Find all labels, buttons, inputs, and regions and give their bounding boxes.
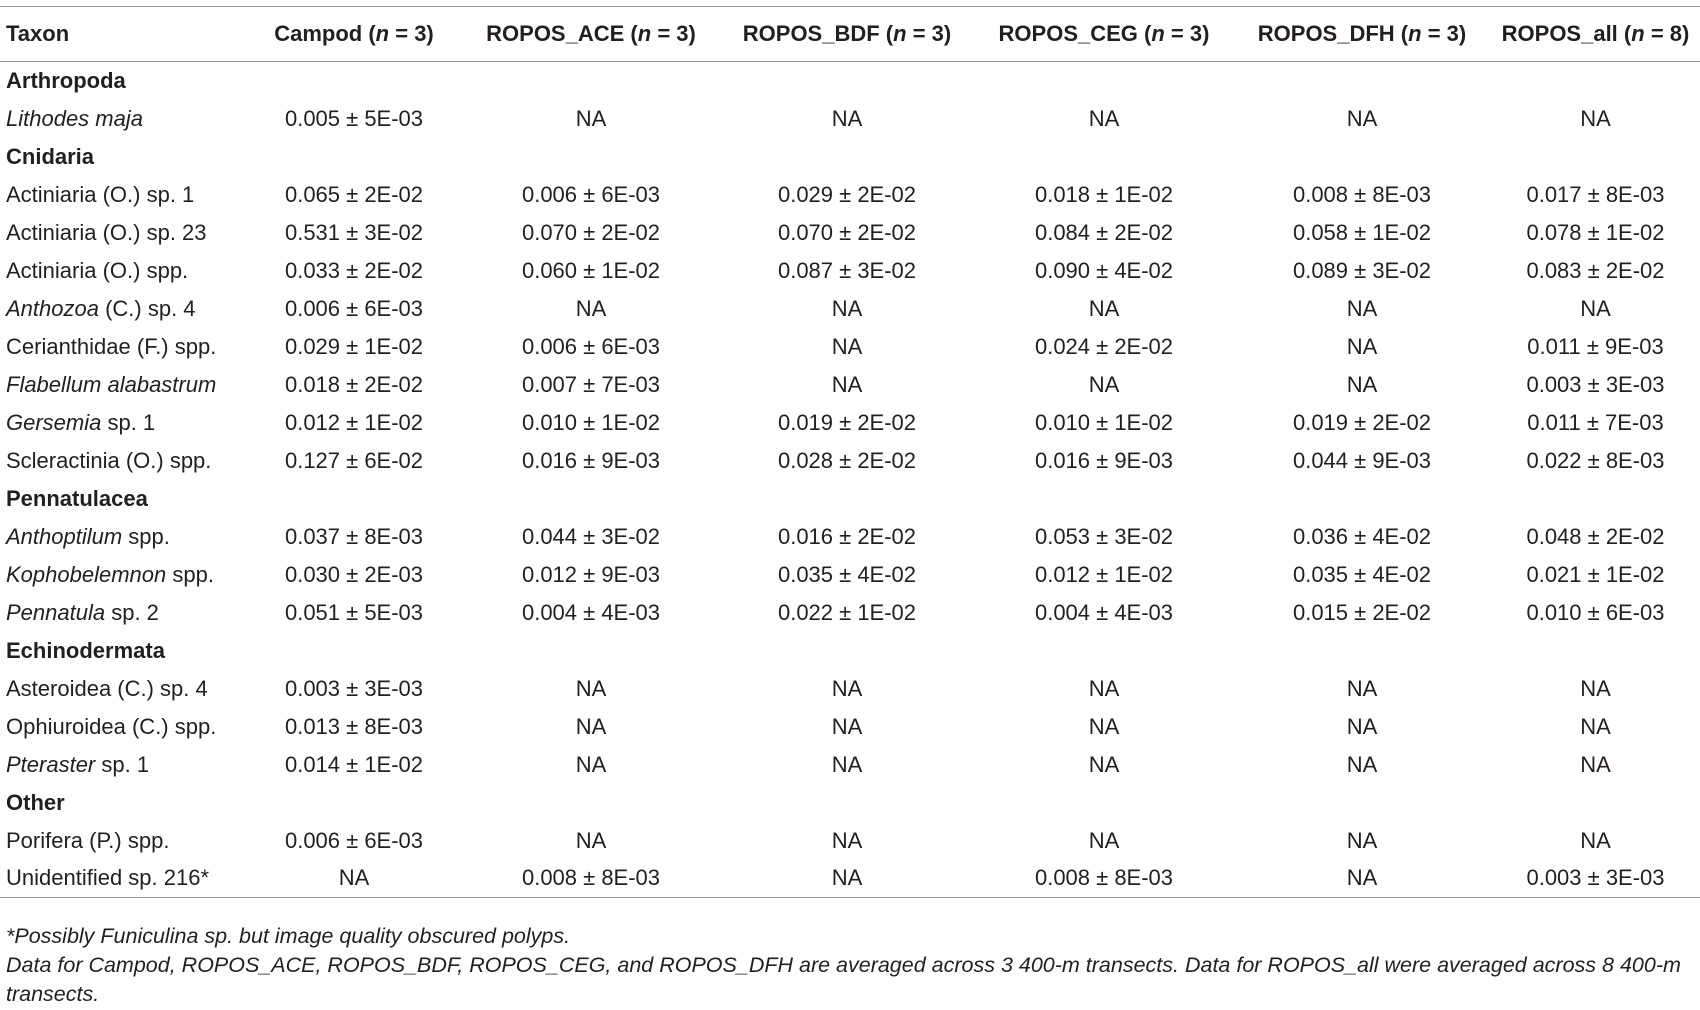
header-n-suffix: = 3) bbox=[906, 21, 952, 46]
value-cell: NA bbox=[831, 371, 863, 397]
taxon-cell bbox=[0, 366, 245, 404]
value-cell: 0.008 ± 8E-03 bbox=[463, 860, 719, 898]
value-cell: 0.021 ± 1E-02 bbox=[1526, 561, 1665, 587]
taxon-cell bbox=[0, 176, 245, 214]
group-label: Cnidaria bbox=[6, 143, 95, 169]
value-cell: NA bbox=[1580, 713, 1611, 739]
table-row bbox=[0, 100, 1700, 138]
header-label: ROPOS_all bbox=[1501, 21, 1618, 46]
value-cell: 0.008 ± 8E-03 bbox=[1292, 181, 1432, 207]
value-cell: NA bbox=[1346, 105, 1378, 131]
value-cell: 0.010 ± 1E-02 bbox=[521, 409, 661, 435]
table-row bbox=[0, 290, 1700, 328]
value-cell: NA bbox=[575, 827, 607, 853]
group-row bbox=[0, 62, 1700, 100]
taxon-name-part: Asteroidea (C.) sp. 4 bbox=[6, 675, 208, 701]
table-row bbox=[0, 860, 1700, 898]
value-cell: 0.531 ± 3E-02 bbox=[284, 219, 424, 245]
value-cell: 0.070 ± 2E-02 bbox=[521, 219, 661, 245]
header-label: ROPOS_DFH bbox=[1257, 21, 1395, 46]
value-cell: 0.010 ± 6E-03 bbox=[1526, 599, 1665, 625]
taxon-cell bbox=[0, 556, 245, 594]
value-cell: NA bbox=[1346, 751, 1378, 777]
taxon-cell bbox=[0, 100, 245, 138]
table-body bbox=[0, 62, 1700, 898]
value-cell: 0.006 ± 6E-03 bbox=[284, 295, 424, 321]
header-n-suffix: = 3) bbox=[1421, 21, 1467, 46]
value-cell: NA bbox=[1346, 713, 1378, 739]
value-cell: NA bbox=[575, 295, 607, 321]
taxon-name-part: Porifera (P.) spp. bbox=[6, 827, 170, 853]
header-n-variable: n bbox=[1151, 21, 1165, 46]
value-cell: 0.037 ± 8E-03 bbox=[284, 523, 424, 549]
value-cell: 0.010 ± 1E-02 bbox=[1034, 409, 1174, 435]
value-cell: 0.006 ± 6E-03 bbox=[521, 181, 661, 207]
value-cell: NA bbox=[1580, 105, 1611, 131]
taxon-cell bbox=[0, 328, 245, 366]
value-cell: 0.053 ± 3E-02 bbox=[1034, 523, 1174, 549]
value-cell: 0.019 ± 2E-02 bbox=[1292, 409, 1432, 435]
taxon-cell bbox=[0, 518, 245, 556]
table-notes bbox=[6, 922, 1694, 1009]
header-ropos-ace bbox=[463, 7, 719, 62]
value-cell: NA bbox=[1346, 295, 1378, 321]
value-cell: 0.127 ± 6E-02 bbox=[284, 447, 424, 473]
taxon-name-part: Ophiuroidea (C.) spp. bbox=[6, 713, 217, 739]
value-cell: NA bbox=[1088, 675, 1120, 701]
value-cell: NA bbox=[1088, 295, 1120, 321]
header-n-variable: n bbox=[1408, 21, 1422, 46]
header-n-prefix: ( bbox=[1394, 21, 1409, 46]
header-taxon: Taxon bbox=[0, 7, 245, 62]
value-cell: NA bbox=[1580, 295, 1611, 321]
value-cell: NA bbox=[1088, 713, 1120, 739]
header-n-prefix: ( bbox=[1137, 21, 1152, 46]
taxon-cell bbox=[0, 252, 245, 290]
taxon-name-part: Gersemia bbox=[6, 409, 102, 435]
table-row bbox=[0, 366, 1700, 404]
taxon-name-part: (C.) sp. 4 bbox=[98, 295, 196, 321]
data-note: Data for Campod, ROPOS_ACE, ROPOS_BDF, ROPOS_CEG, and ROPOS_DFH are averaged across 3 400-m transects. Data for ROPOS_all were averaged across 8 400-m transects. bbox=[6, 953, 1681, 1006]
taxon-cell bbox=[0, 822, 245, 860]
table-row bbox=[0, 328, 1700, 366]
header-n-variable: n bbox=[375, 21, 390, 46]
value-cell: 0.012 ± 1E-02 bbox=[1034, 561, 1174, 587]
value-cell: NA bbox=[1088, 105, 1120, 131]
taxon-cell bbox=[0, 746, 245, 784]
value-cell: 0.078 ± 1E-02 bbox=[1526, 219, 1665, 245]
value-cell: NA bbox=[575, 105, 607, 131]
taxon-name-part: Pteraster bbox=[6, 751, 96, 777]
table-header-row bbox=[0, 7, 1700, 62]
header-ropos-dfh bbox=[1233, 7, 1491, 62]
taxon-cell bbox=[0, 860, 245, 898]
taxon-name-part: Anthoptilum bbox=[6, 523, 123, 549]
header-label: ROPOS_CEG bbox=[998, 21, 1138, 46]
value-cell: NA bbox=[575, 675, 607, 701]
taxon-name-part: Scleractinia (O.) spp. bbox=[6, 447, 212, 473]
header-n-suffix: = 3) bbox=[651, 21, 696, 46]
taxon-name-part: Actiniaria (O.) sp. 1 bbox=[6, 181, 195, 207]
value-cell: 0.044 ± 9E-03 bbox=[1292, 447, 1432, 473]
taxon-name-part: Pennatula bbox=[6, 599, 106, 625]
value-cell: 0.003 ± 3E-03 bbox=[1491, 860, 1700, 898]
header-n-variable: n bbox=[893, 21, 907, 46]
header-campod bbox=[245, 7, 463, 62]
value-cell: NA bbox=[1233, 860, 1491, 898]
header-n-variable: n bbox=[1631, 21, 1645, 46]
value-cell: NA bbox=[245, 860, 463, 898]
value-cell: 0.006 ± 6E-03 bbox=[284, 827, 424, 853]
taxon-name-part: Kophobelemnon bbox=[6, 561, 167, 587]
table-row bbox=[0, 556, 1700, 594]
taxon-cell bbox=[0, 708, 245, 746]
value-cell: 0.051 ± 5E-03 bbox=[284, 599, 424, 625]
value-cell: 0.065 ± 2E-02 bbox=[284, 181, 424, 207]
value-cell: NA bbox=[1580, 675, 1611, 701]
header-ropos-bdf bbox=[719, 7, 975, 62]
value-cell: NA bbox=[719, 860, 975, 898]
table-row bbox=[0, 404, 1700, 442]
taxon-cell bbox=[0, 594, 245, 632]
value-cell: 0.090 ± 4E-02 bbox=[1034, 257, 1174, 283]
value-cell: NA bbox=[1088, 827, 1120, 853]
header-ropos-all bbox=[1491, 7, 1700, 62]
value-cell: NA bbox=[831, 105, 863, 131]
taxon-name-part: Lithodes maja bbox=[6, 105, 143, 131]
value-cell: NA bbox=[1580, 827, 1611, 853]
group-label: Other bbox=[6, 789, 65, 815]
value-cell: 0.004 ± 4E-03 bbox=[1034, 599, 1174, 625]
group-row bbox=[0, 784, 1700, 822]
taxon-cell bbox=[0, 670, 245, 708]
value-cell: NA bbox=[1346, 675, 1378, 701]
taxon-cell bbox=[0, 214, 245, 252]
value-cell: NA bbox=[831, 333, 863, 359]
value-cell: 0.005 ± 5E-03 bbox=[284, 105, 424, 131]
value-cell: 0.016 ± 2E-02 bbox=[777, 523, 917, 549]
value-cell: 0.087 ± 3E-02 bbox=[777, 257, 917, 283]
taxon-cell bbox=[0, 290, 245, 328]
value-cell: 0.003 ± 3E-03 bbox=[1526, 371, 1665, 397]
value-cell: 0.070 ± 2E-02 bbox=[777, 219, 917, 245]
taxon-name-part: Actiniaria (O.) sp. 23 bbox=[6, 219, 207, 245]
value-cell: 0.015 ± 2E-02 bbox=[1292, 599, 1432, 625]
value-cell: NA bbox=[831, 827, 863, 853]
table-row bbox=[0, 214, 1700, 252]
group-row bbox=[0, 138, 1700, 176]
taxon-name-part: sp. 2 bbox=[105, 599, 159, 625]
value-cell: 0.060 ± 1E-02 bbox=[521, 257, 661, 283]
value-cell: NA bbox=[1346, 827, 1378, 853]
header-n-suffix: = 8) bbox=[1644, 21, 1690, 46]
header-n-prefix: ( bbox=[1617, 21, 1632, 46]
taxon-name-part: sp. 1 bbox=[95, 751, 150, 777]
value-cell: 0.017 ± 8E-03 bbox=[1526, 181, 1665, 207]
value-cell: 0.007 ± 7E-03 bbox=[521, 371, 661, 397]
value-cell: 0.044 ± 3E-02 bbox=[521, 523, 661, 549]
value-cell: 0.022 ± 8E-03 bbox=[1526, 447, 1665, 473]
taxon-name-part: Anthozoa bbox=[6, 295, 99, 321]
header-n-variable: n bbox=[637, 21, 652, 46]
table-row bbox=[0, 252, 1700, 290]
taxon-name-part: Flabellum alabastrum bbox=[6, 371, 217, 397]
value-cell: NA bbox=[575, 751, 607, 777]
table-row bbox=[0, 670, 1700, 708]
header-ropos-ceg bbox=[975, 7, 1233, 62]
header-n-prefix: ( bbox=[879, 21, 894, 46]
value-cell: NA bbox=[1346, 333, 1378, 359]
value-cell: 0.004 ± 4E-03 bbox=[521, 599, 661, 625]
value-cell: 0.035 ± 4E-02 bbox=[777, 561, 917, 587]
header-n-suffix: = 3) bbox=[1164, 21, 1210, 46]
taxon-name-part: Cerianthidae (F.) spp. bbox=[6, 333, 217, 359]
taxon-name-part: Actiniaria (O.) spp. bbox=[6, 257, 189, 283]
header-n-prefix: ( bbox=[362, 21, 376, 46]
value-cell: 0.033 ± 2E-02 bbox=[284, 257, 424, 283]
value-cell: 0.029 ± 2E-02 bbox=[777, 181, 917, 207]
value-cell: 0.058 ± 1E-02 bbox=[1292, 219, 1432, 245]
taxon-name-part: spp. bbox=[122, 523, 170, 549]
value-cell: 0.018 ± 1E-02 bbox=[1034, 181, 1174, 207]
value-cell: 0.089 ± 3E-02 bbox=[1292, 257, 1432, 283]
header-label: ROPOS_BDF bbox=[742, 21, 880, 46]
value-cell: 0.022 ± 1E-02 bbox=[777, 599, 917, 625]
value-cell: 0.008 ± 8E-03 bbox=[975, 860, 1233, 898]
value-cell: NA bbox=[1088, 371, 1120, 397]
taxon-name-part: sp. 1 bbox=[101, 409, 156, 435]
value-cell: 0.018 ± 2E-02 bbox=[284, 371, 424, 397]
group-label: Pennatulacea bbox=[6, 485, 148, 511]
table-row bbox=[0, 594, 1700, 632]
table-row bbox=[0, 518, 1700, 556]
value-cell: 0.036 ± 4E-02 bbox=[1292, 523, 1432, 549]
value-cell: NA bbox=[1346, 371, 1378, 397]
table-row bbox=[0, 176, 1700, 214]
group-row bbox=[0, 480, 1700, 518]
taxon-cell bbox=[0, 442, 245, 480]
value-cell: 0.035 ± 4E-02 bbox=[1292, 561, 1432, 587]
value-cell: 0.012 ± 9E-03 bbox=[521, 561, 661, 587]
value-cell: 0.083 ± 2E-02 bbox=[1526, 257, 1665, 283]
footnote: *Possibly Funiculina sp. but image quality obscured polyps. bbox=[6, 924, 571, 948]
value-cell: 0.006 ± 6E-03 bbox=[521, 333, 661, 359]
header-label: Campod bbox=[274, 21, 363, 46]
taxon-name-part: spp. bbox=[166, 561, 214, 587]
group-row bbox=[0, 632, 1700, 670]
value-cell: 0.003 ± 3E-03 bbox=[284, 675, 424, 701]
value-cell: NA bbox=[1088, 751, 1120, 777]
group-label: Echinodermata bbox=[6, 637, 165, 663]
value-cell: NA bbox=[831, 751, 863, 777]
value-cell: 0.024 ± 2E-02 bbox=[1034, 333, 1174, 359]
value-cell: 0.084 ± 2E-02 bbox=[1034, 219, 1174, 245]
table-row bbox=[0, 746, 1700, 784]
density-table bbox=[0, 6, 1700, 898]
value-cell: NA bbox=[831, 295, 863, 321]
value-cell: 0.011 ± 7E-03 bbox=[1527, 409, 1664, 435]
table-row bbox=[0, 822, 1700, 860]
value-cell: NA bbox=[1580, 751, 1611, 777]
header-label: ROPOS_ACE bbox=[486, 21, 625, 46]
taxon-name-part: Unidentified sp. 216* bbox=[6, 865, 210, 891]
value-cell: 0.030 ± 2E-03 bbox=[284, 561, 424, 587]
value-cell: 0.014 ± 1E-02 bbox=[284, 751, 424, 777]
value-cell: 0.016 ± 9E-03 bbox=[1034, 447, 1174, 473]
value-cell: 0.048 ± 2E-02 bbox=[1526, 523, 1665, 549]
header-n-prefix: ( bbox=[624, 21, 638, 46]
table-row bbox=[0, 442, 1700, 480]
group-label: Arthropoda bbox=[6, 67, 126, 93]
value-cell: NA bbox=[831, 713, 863, 739]
value-cell: 0.012 ± 1E-02 bbox=[284, 409, 424, 435]
value-cell: 0.028 ± 2E-02 bbox=[777, 447, 917, 473]
taxon-cell bbox=[0, 404, 245, 442]
header-n-suffix: = 3) bbox=[389, 21, 434, 46]
value-cell: 0.016 ± 9E-03 bbox=[521, 447, 661, 473]
value-cell: 0.011 ± 9E-03 bbox=[1527, 333, 1664, 359]
value-cell: 0.029 ± 1E-02 bbox=[284, 333, 424, 359]
value-cell: 0.019 ± 2E-02 bbox=[777, 409, 917, 435]
value-cell: NA bbox=[575, 713, 607, 739]
table-row bbox=[0, 708, 1700, 746]
value-cell: NA bbox=[831, 675, 863, 701]
value-cell: 0.013 ± 8E-03 bbox=[284, 713, 424, 739]
